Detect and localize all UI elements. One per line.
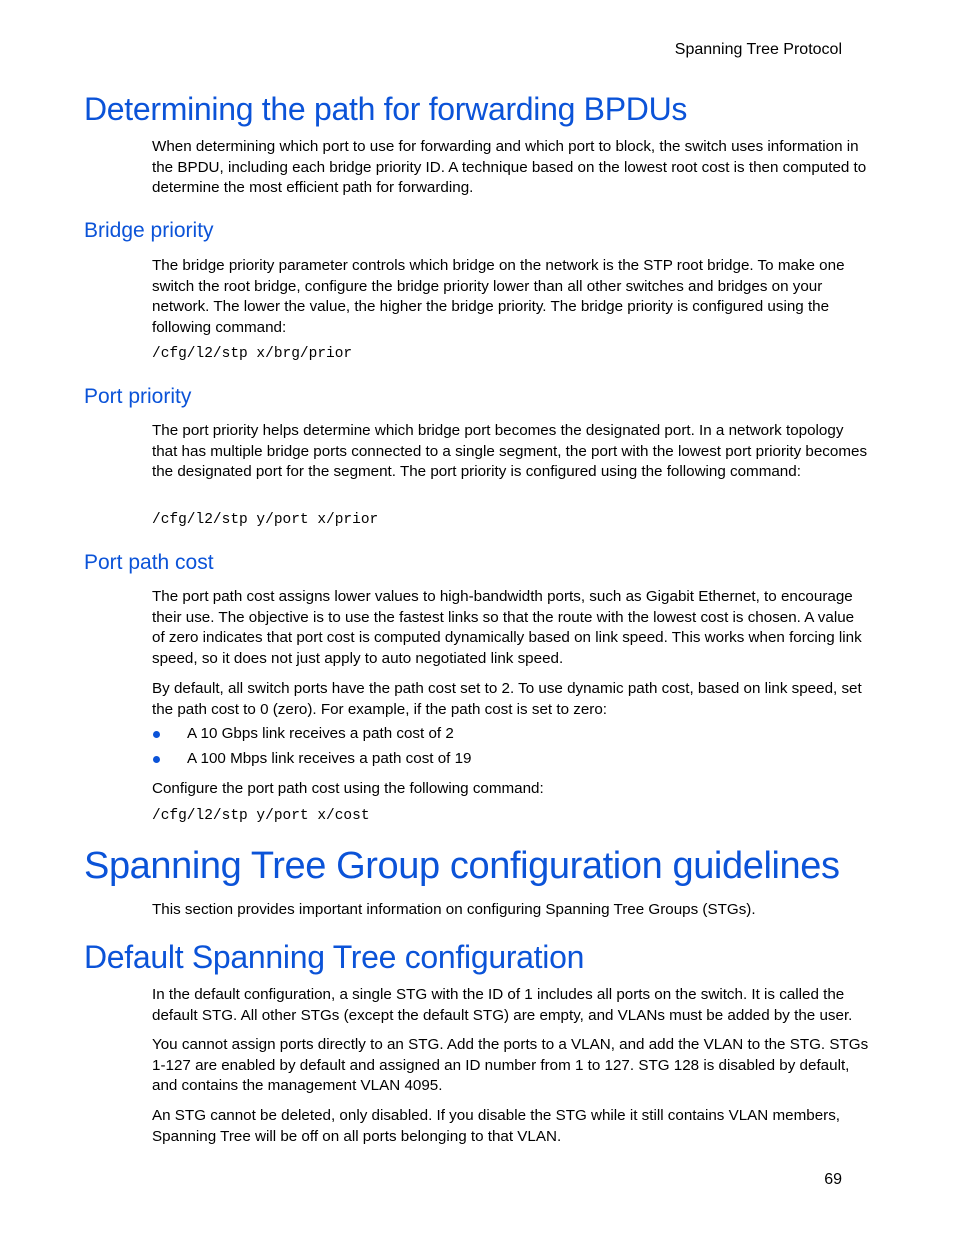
bullet-icon	[153, 756, 160, 763]
list-item-text: A 10 Gbps link receives a path cost of 2	[187, 725, 454, 742]
paragraph-port-path-cost-1: The port path cost assigns lower values to high-bandwidth ports, such as Gigabit Ethernet, to encourage their use. The objective is to use the fastest links so that the route with the lowest cost is chosen. A value of zero indicates that port cost is computed dynamically based on link speed. This works when forcing link speed, so it does not just apply to auto negotiated link speed.	[152, 588, 862, 667]
page-number: 69	[824, 1171, 842, 1188]
bullet-icon	[153, 731, 160, 738]
paragraph-bridge-priority: The bridge priority parameter controls which bridge on the network is the STP root bridge. To make one switch the root bridge, configure the bridge priority lower than all other switches and bridges on your network. The lower the value, the higher the bridge priority. The bridge priority is configured using the following command:	[152, 257, 845, 336]
subheading-bridge-priority: Bridge priority	[84, 219, 214, 242]
paragraph-port-path-cost-2: By default, all switch ports have the path cost set to 2. To use dynamic path cost, based on link speed, set the path cost to 0 (zero). For example, if the path cost is set to zero:	[152, 680, 862, 718]
paragraph-default-config-1: In the default configuration, a single STG with the ID of 1 includes all ports on the switch. It is called the default STG. All other STGs (except the default STG) are empty, and VLANs must be added by the user.	[152, 986, 853, 1024]
command-bridge-priority: /cfg/l2/stp x/brg/prior	[152, 346, 353, 362]
chapter-heading-stg-guidelines: Spanning Tree Group configuration guidelines	[84, 845, 840, 887]
command-port-path-cost: /cfg/l2/stp y/port x/cost	[152, 808, 370, 824]
paragraph-default-config-3: An STG cannot be deleted, only disabled. If you disable the STG while it still contains VLAN members, Spanning Tree will be off on all ports belonging to that VLAN.	[152, 1107, 841, 1145]
list-item-text: A 100 Mbps link receives a path cost of 19	[187, 750, 472, 767]
subheading-port-path-cost: Port path cost	[84, 551, 214, 574]
command-port-priority: /cfg/l2/stp y/port x/prior	[152, 512, 379, 528]
section-heading-default-config: Default Spanning Tree configuration	[84, 939, 585, 975]
subheading-port-priority: Port priority	[84, 385, 192, 408]
paragraph-stg-guidelines: This section provides important information on configuring Spanning Tree Groups (STGs).	[152, 901, 756, 918]
paragraph-forwarding-bpdus: When determining which port to use for forwarding and which port to block, the switch uses information in the BPDU, including each bridge priority ID. A technique based on the lowest root cost is then computed to determine the most efficient path for forwarding.	[152, 138, 867, 197]
paragraph-port-path-cost-3: Configure the port path cost using the following command:	[152, 780, 544, 797]
running-header: Spanning Tree Protocol	[674, 41, 842, 58]
section-heading-forwarding-bpdus: Determining the path for forwarding BPDUs	[84, 91, 688, 127]
paragraph-port-priority: The port priority helps determine which bridge port becomes the designated port. In a network topology that has multiple bridge ports connected to a single segment, the port with the lowest port priority becomes the designated port for the segment. The port priority is configured using the following command:	[152, 422, 868, 481]
paragraph-default-config-2: You cannot assign ports directly to an STG. Add the ports to a VLAN, and add the VLAN to the STG. STGs 1-127 are enabled by default and assigned an ID number from 1 to 127. STG 128 is disabled by default, and contains the management VLAN 4095.	[152, 1036, 869, 1095]
